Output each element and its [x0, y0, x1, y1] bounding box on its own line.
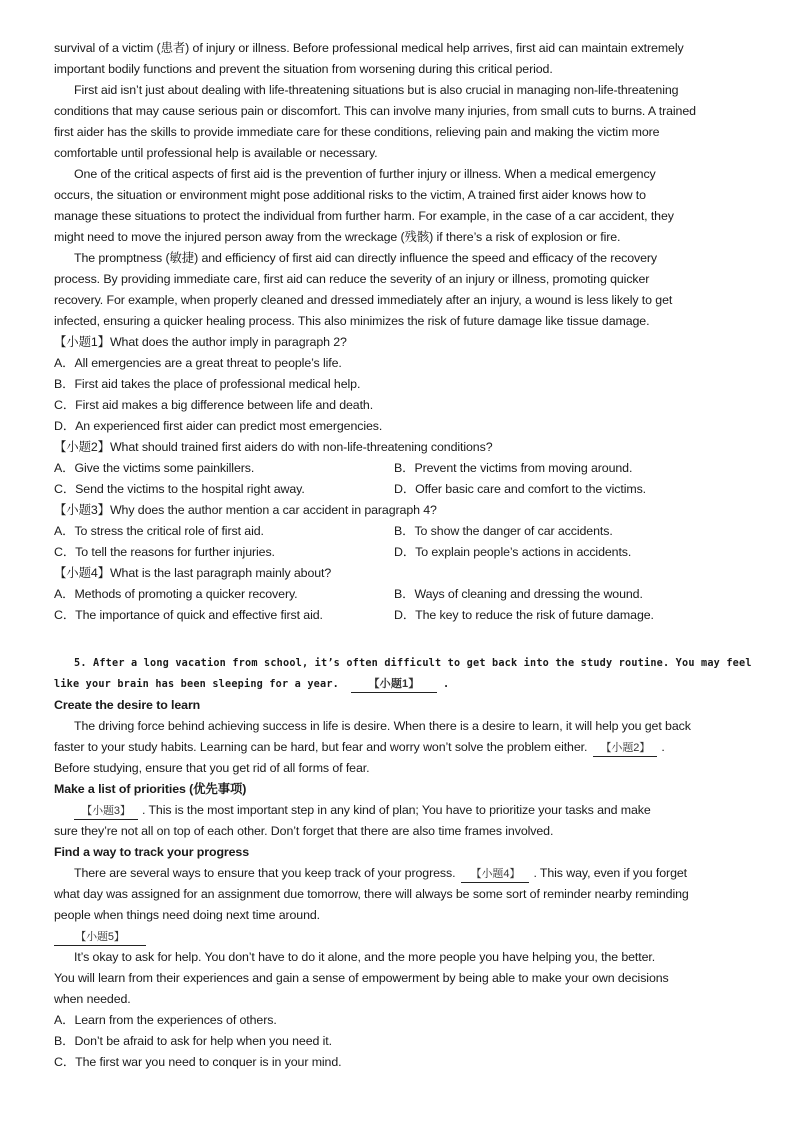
body-text: faster to your study habits. Learning can be hard, but fear and worry won’t solve the problem either.	[54, 740, 588, 754]
body-text: There are several ways to ensure that you keep track of your progress.	[74, 866, 456, 880]
text-line: The promptness (敏捷) and efficiency of first aid can directly influence the speed and efficacy of the recovery	[74, 251, 658, 265]
text-line	[54, 863, 744, 884]
option-a[interactable]: A．All emergencies are a great threat to people’s life.	[54, 356, 342, 370]
blank-2[interactable]: 【小题2】	[593, 741, 657, 757]
text-line	[54, 674, 744, 695]
text-line: occurs, the situation or environment might pose additional risks to the victim, A trained first aider knows how to	[54, 188, 646, 202]
text-line: The driving force behind achieving success in life is desire. When there is a desire to learn, it will help you get back	[74, 719, 691, 733]
text-line: You will learn from their experiences and gain a sense of empowerment by being able to make your own decisions	[54, 971, 669, 985]
section-create-desire	[54, 695, 744, 779]
option-d[interactable]: D．An experienced first aider can predict most emergencies.	[54, 419, 383, 433]
punctuation: .	[443, 679, 450, 690]
option-d[interactable]: D．To explain people’s actions in accidents.	[394, 545, 632, 559]
option-row	[54, 584, 744, 605]
option-c[interactable]: C．First aid makes a big difference between life and death.	[54, 398, 374, 412]
paragraph-2	[54, 80, 744, 164]
question-3	[54, 500, 744, 563]
question-stem: 【小题4】What is the last paragraph mainly about?	[54, 566, 332, 580]
body-text: . This is the most important step in any kind of plan; You have to prioritize your tasks and make	[142, 803, 651, 817]
text-line	[54, 926, 744, 947]
option-c[interactable]: C．To tell the reasons for further injuries.	[54, 545, 275, 559]
spacer	[54, 626, 744, 647]
text-line	[54, 800, 744, 821]
option-a[interactable]: A．To stress the critical role of first aid.	[54, 524, 264, 538]
option-c[interactable]: C．Send the victims to the hospital right away.	[54, 482, 305, 496]
option-a[interactable]: A．Give the victims some painkillers.	[54, 461, 255, 475]
section-heading: Make a list of priorities (优先事项)	[54, 782, 247, 796]
blank-5[interactable]: 【小题5】	[54, 930, 146, 946]
option-b[interactable]: B．Ways of cleaning and dressing the wound.	[394, 587, 643, 601]
text-line: infected, ensuring a quicker healing process. This also minimizes the risk of future damage like tissue damage.	[54, 314, 650, 328]
text-line: comfortable until professional help is available or necessary.	[54, 146, 378, 160]
text-line: what day was assigned for an assignment due tomorrow, there will always be some sort of reminder nearby reminding	[54, 887, 689, 901]
option-c[interactable]: C．The first war you need to conquer is in your mind.	[54, 1055, 342, 1069]
question-4	[54, 563, 744, 626]
section-heading: Find a way to track your progress	[54, 845, 250, 859]
option-d[interactable]: D．The key to reduce the risk of future damage.	[394, 608, 654, 622]
text-line: conditions that may cause serious pain or discomfort. This can involve many injuries, from small cuts to burns. A trained	[54, 104, 696, 118]
text-line: process. By providing immediate care, first aid can reduce the severity of an injury or illness, promoting quicker	[54, 272, 650, 286]
option-c[interactable]: C．The importance of quick and effective first aid.	[54, 608, 323, 622]
question-stem: 【小题2】What should trained first aiders do with non-life-threatening conditions?	[54, 440, 493, 454]
option-b[interactable]: B．Prevent the victims from moving around.	[394, 461, 633, 475]
text-line: First aid isn’t just about dealing with life-threatening situations but is also crucial in managing non-life-threatening	[74, 83, 679, 97]
question-stem: 【小题3】Why does the author mention a car accident in paragraph 4?	[54, 503, 437, 517]
intro-text: like your brain has been sleeping for a year.	[54, 679, 340, 690]
document-page	[54, 38, 752, 1073]
answer-options	[54, 1010, 744, 1073]
text-line: recovery. For example, when properly cleaned and dressed immediately after an injury, a wound is less likely to get	[54, 293, 673, 307]
option-b[interactable]: B．To show the danger of car accidents.	[394, 524, 613, 538]
text-line: survival of a victim (患者) of injury or illness. Before professional medical help arrives, first aid can maintain extremely	[54, 41, 684, 55]
blank-4[interactable]: 【小题4】	[461, 867, 529, 883]
text-line: It’s okay to ask for help. You don’t have to do it alone, and the more people you have helping you, the better.	[74, 950, 656, 964]
text-line: One of the critical aspects of first aid is the prevention of further injury or illness. When a medical emergency	[74, 167, 656, 181]
text-line	[54, 737, 744, 758]
section-track-progress	[54, 842, 744, 926]
text-line: manage these situations to protect the individual from further harm. For example, in the case of a car accident, they	[54, 209, 674, 223]
option-row	[54, 521, 744, 542]
option-b[interactable]: B．Don’t be afraid to ask for help when you need it.	[54, 1034, 332, 1048]
passage-2-intro	[54, 653, 752, 695]
text-line: sure they’re not all on top of each other. Don’t forget that there are also time frames involved.	[54, 824, 554, 838]
paragraph-3	[54, 164, 744, 248]
section-heading: Create the desire to learn	[54, 698, 201, 712]
body-text: . This way, even if you forget	[533, 866, 688, 880]
option-row	[54, 458, 744, 479]
paragraph-4	[54, 248, 744, 332]
option-row	[54, 605, 744, 626]
text-line: important bodily functions and prevent the situation from worsening during this critical period.	[54, 62, 553, 76]
blank-1[interactable]: 【小题1】	[351, 677, 437, 693]
section-priorities	[54, 779, 744, 842]
text-line: people when things need doing next time around.	[54, 908, 321, 922]
text-line: might need to move the injured person away from the wreckage (残骸) if there’s a risk of explosion or fire.	[54, 230, 621, 244]
option-row	[54, 542, 744, 563]
question-stem: 【小题1】What does the author imply in paragraph 2?	[54, 335, 347, 349]
text-line: first aider has the skills to provide immediate care for these conditions, relieving pain and making the victim more	[54, 125, 660, 139]
question-1	[54, 332, 744, 437]
question-2	[54, 437, 744, 500]
option-a[interactable]: A．Methods of promoting a quicker recovery.	[54, 587, 298, 601]
option-b[interactable]: B．First aid takes the place of professional medical help.	[54, 377, 361, 391]
option-d[interactable]: D．Offer basic care and comfort to the victims.	[394, 482, 647, 496]
option-a[interactable]: A．Learn from the experiences of others.	[54, 1013, 277, 1027]
text-line: when needed.	[54, 992, 131, 1006]
option-row	[54, 479, 744, 500]
section-ask-help	[54, 926, 744, 1010]
text-line: Before studying, ensure that you get rid of all forms of fear.	[54, 761, 370, 775]
blank-3[interactable]: 【小题3】	[74, 804, 138, 820]
text-line: 5. After a long vacation from school, it’s often difficult to get back into the study routine. You may feel	[74, 658, 752, 669]
paragraph-1	[54, 38, 744, 80]
punctuation: .	[661, 740, 665, 754]
